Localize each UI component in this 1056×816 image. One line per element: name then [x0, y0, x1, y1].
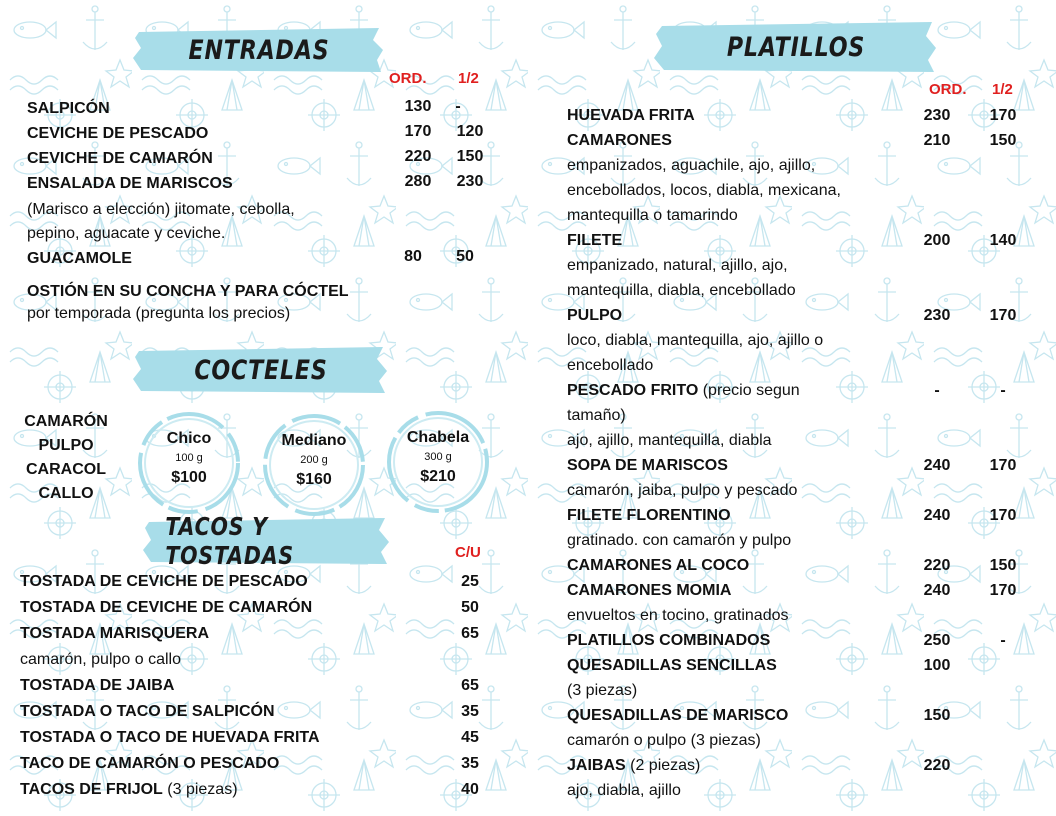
coctel-type: PULPO	[38, 437, 94, 454]
platillo-row	[567, 306, 622, 326]
platillo-ord: 240	[923, 582, 951, 599]
entradas-banner	[133, 26, 385, 74]
size-name: Chabela	[406, 429, 470, 446]
platillo-name: CAMARONES AL COCO	[567, 557, 750, 574]
platillo-half: 170	[989, 507, 1017, 524]
coctel-type: CAMARÓN	[24, 413, 108, 430]
platillo-name: PESCADO FRITO	[567, 382, 699, 399]
platillo-description: mantequilla o tamarindo	[567, 207, 738, 224]
platillo-row	[567, 656, 777, 676]
taco-name: TOSTADA O TACO DE SALPICÓN	[20, 703, 275, 720]
size-chico	[134, 408, 244, 518]
platillo-ord: 240	[923, 457, 951, 474]
platillo-description: mantequilla, diabla, encebollado	[567, 282, 796, 299]
platillo-row	[567, 506, 731, 526]
platillo-suffix: (2 piezas)	[625, 757, 701, 774]
platillo-ord: 210	[923, 132, 951, 149]
platillo-half: 170	[989, 457, 1017, 474]
platillo-half: 150	[989, 557, 1017, 574]
taco-price: 35	[461, 755, 479, 772]
platillo-description: empanizados, aguachile, ajo, ajillo,	[567, 157, 816, 174]
size-mediano	[259, 410, 369, 520]
platillo-name: JAIBAS	[567, 757, 626, 774]
platillo-ord: 220	[923, 757, 951, 774]
taco-name: TOSTADA O TACO DE HUEVADA FRITA	[20, 729, 320, 746]
platillo-row	[567, 556, 749, 576]
platillo-name: SOPA DE MARISCOS	[567, 457, 728, 474]
platillo-name: CAMARONES MOMIA	[567, 582, 732, 599]
platillo-row	[567, 631, 770, 651]
size-name: Mediano	[281, 432, 347, 449]
platillo-description: ajo, ajillo, mantequilla, diabla	[567, 432, 772, 449]
platillo-ord: 100	[923, 657, 951, 674]
platillo-name: FILETE	[567, 232, 623, 249]
size-price: $210	[420, 468, 456, 485]
ostion-name: OSTIÓN EN SU CONCHA Y PARA CÓCTEL	[27, 283, 349, 300]
taco-description: camarón, pulpo o callo	[20, 651, 181, 668]
entradas-title: ENTRADAS	[188, 34, 330, 66]
entrada-description: pepino, aguacate y ceviche.	[27, 225, 226, 242]
size-chabela	[383, 407, 493, 517]
taco-price: 50	[461, 599, 479, 616]
platillo-description: tamaño)	[567, 407, 626, 424]
platillo-half: 170	[989, 307, 1017, 324]
coctel-type: CALLO	[38, 485, 94, 502]
platillos-col-ord: ORD.	[929, 81, 967, 98]
taco-name: TACOS DE FRIJOL	[20, 781, 163, 798]
platillo-description: gratinado. con camarón y pulpo	[567, 532, 792, 549]
platillo-name: PULPO	[567, 307, 623, 324]
taco-price: 65	[461, 677, 479, 694]
taco-price: 40	[461, 781, 479, 798]
taco-price: 25	[461, 573, 479, 590]
entrada-half: -	[455, 98, 461, 115]
size-grams: 200 g	[300, 454, 328, 466]
entrada-ord: 280	[404, 173, 432, 190]
size-price: $160	[296, 471, 332, 488]
entrada-ord: 130	[404, 98, 432, 115]
entrada-name: CEVICHE DE PESCADO	[27, 125, 209, 142]
platillo-description: (3 piezas)	[567, 682, 638, 699]
platillos-col-half: 1/2	[992, 81, 1013, 98]
platillo-ord: -	[934, 382, 940, 399]
platillo-half: 140	[989, 232, 1017, 249]
platillo-row	[567, 706, 788, 726]
entrada-ord: 80	[404, 248, 422, 265]
platillo-description: envueltos en tocino, gratinados	[567, 607, 789, 624]
entrada-name: ENSALADA DE MARISCOS	[27, 175, 233, 192]
platillo-ord: 250	[923, 632, 951, 649]
platillo-half: -	[1000, 382, 1006, 399]
size-name: Chico	[166, 430, 212, 447]
platillo-ord: 230	[923, 107, 951, 124]
taco-name: TACO DE CAMARÓN O PESCADO	[20, 755, 280, 772]
platillo-description: camarón, jaiba, pulpo y pescado	[567, 482, 798, 499]
platillo-row	[567, 756, 700, 776]
platillo-half: 150	[989, 132, 1017, 149]
platillo-name: FILETE FLORENTINO	[567, 507, 731, 524]
platillo-name: PLATILLOS COMBINADOS	[567, 632, 771, 649]
platillo-description: encebollado	[567, 357, 654, 374]
taco-name: TOSTADA DE CEVICHE DE CAMARÓN	[20, 599, 313, 616]
platillo-ord: 220	[923, 557, 951, 574]
entrada-name: GUACAMOLE	[27, 250, 132, 267]
entradas-col-half: 1/2	[458, 70, 479, 87]
ostion-description: por temporada (pregunta los precios)	[27, 305, 291, 322]
entrada-half: 120	[456, 123, 484, 140]
entrada-ord: 220	[404, 148, 432, 165]
coctel-type: CARACOL	[26, 461, 106, 478]
platillo-row	[567, 581, 731, 601]
taco-price: 45	[461, 729, 479, 746]
taco-price: 35	[461, 703, 479, 720]
platillo-half: 170	[989, 582, 1017, 599]
platillo-name: QUESADILLAS DE MARISCO	[567, 707, 789, 724]
platillo-name: CAMARONES	[567, 132, 672, 149]
platillo-ord: 240	[923, 507, 951, 524]
platillo-description: camarón o pulpo (3 piezas)	[567, 732, 761, 749]
cocteles-title: COCTELES	[194, 354, 328, 386]
entrada-half: 50	[456, 248, 474, 265]
entradas-col-ord: ORD.	[389, 70, 427, 87]
entrada-half: 150	[456, 148, 484, 165]
tacos-banner	[143, 512, 391, 570]
platillo-ord: 230	[923, 307, 951, 324]
entrada-name: SALPICÓN	[27, 100, 110, 117]
platillo-ord: 200	[923, 232, 951, 249]
platillo-description: loco, diabla, mantequilla, ajo, ajillo o	[567, 332, 824, 349]
platillo-row	[567, 456, 728, 476]
cocteles-banner	[133, 345, 389, 395]
taco-name: TOSTADA DE JAIBA	[20, 677, 175, 694]
entrada-ord: 170	[404, 123, 432, 140]
platillo-name: QUESADILLAS SENCILLAS	[567, 657, 777, 674]
platillo-half: 170	[989, 107, 1017, 124]
size-grams: 100 g	[175, 452, 203, 464]
taco-row-frijol	[20, 780, 238, 800]
platillo-description: ajo, diabla, ajillo	[567, 782, 681, 799]
platillos-title: PLATILLOS	[726, 31, 866, 63]
taco-name: TOSTADA MARISQUERA	[20, 625, 210, 642]
taco-name: TOSTADA DE CEVICHE DE PESCADO	[20, 573, 308, 590]
platillo-description: empanizado, natural, ajillo, ajo,	[567, 257, 788, 274]
taco-suffix: (3 piezas)	[162, 781, 238, 798]
entrada-name: CEVICHE DE CAMARÓN	[27, 150, 213, 167]
platillos-banner	[654, 20, 938, 74]
platillo-row	[567, 231, 622, 251]
platillo-ord: 150	[923, 707, 951, 724]
entrada-description: (Marisco a elección) jitomate, cebolla,	[27, 201, 295, 218]
taco-price: 65	[461, 625, 479, 642]
tacos-col-header: C/U	[455, 544, 481, 561]
entrada-half: 230	[456, 173, 484, 190]
platillo-half: -	[1000, 632, 1006, 649]
size-price: $100	[171, 469, 207, 486]
platillo-suffix: (precio segun	[698, 382, 800, 399]
platillo-row	[567, 106, 695, 126]
platillo-description: encebollados, locos, diabla, mexicana,	[567, 182, 841, 199]
size-grams: 300 g	[424, 451, 452, 463]
platillo-name: HUEVADA FRITA	[567, 107, 695, 124]
tacos-title: TACOS Y TOSTADAS	[165, 512, 294, 570]
platillo-row	[567, 131, 672, 151]
platillo-row	[567, 381, 800, 401]
